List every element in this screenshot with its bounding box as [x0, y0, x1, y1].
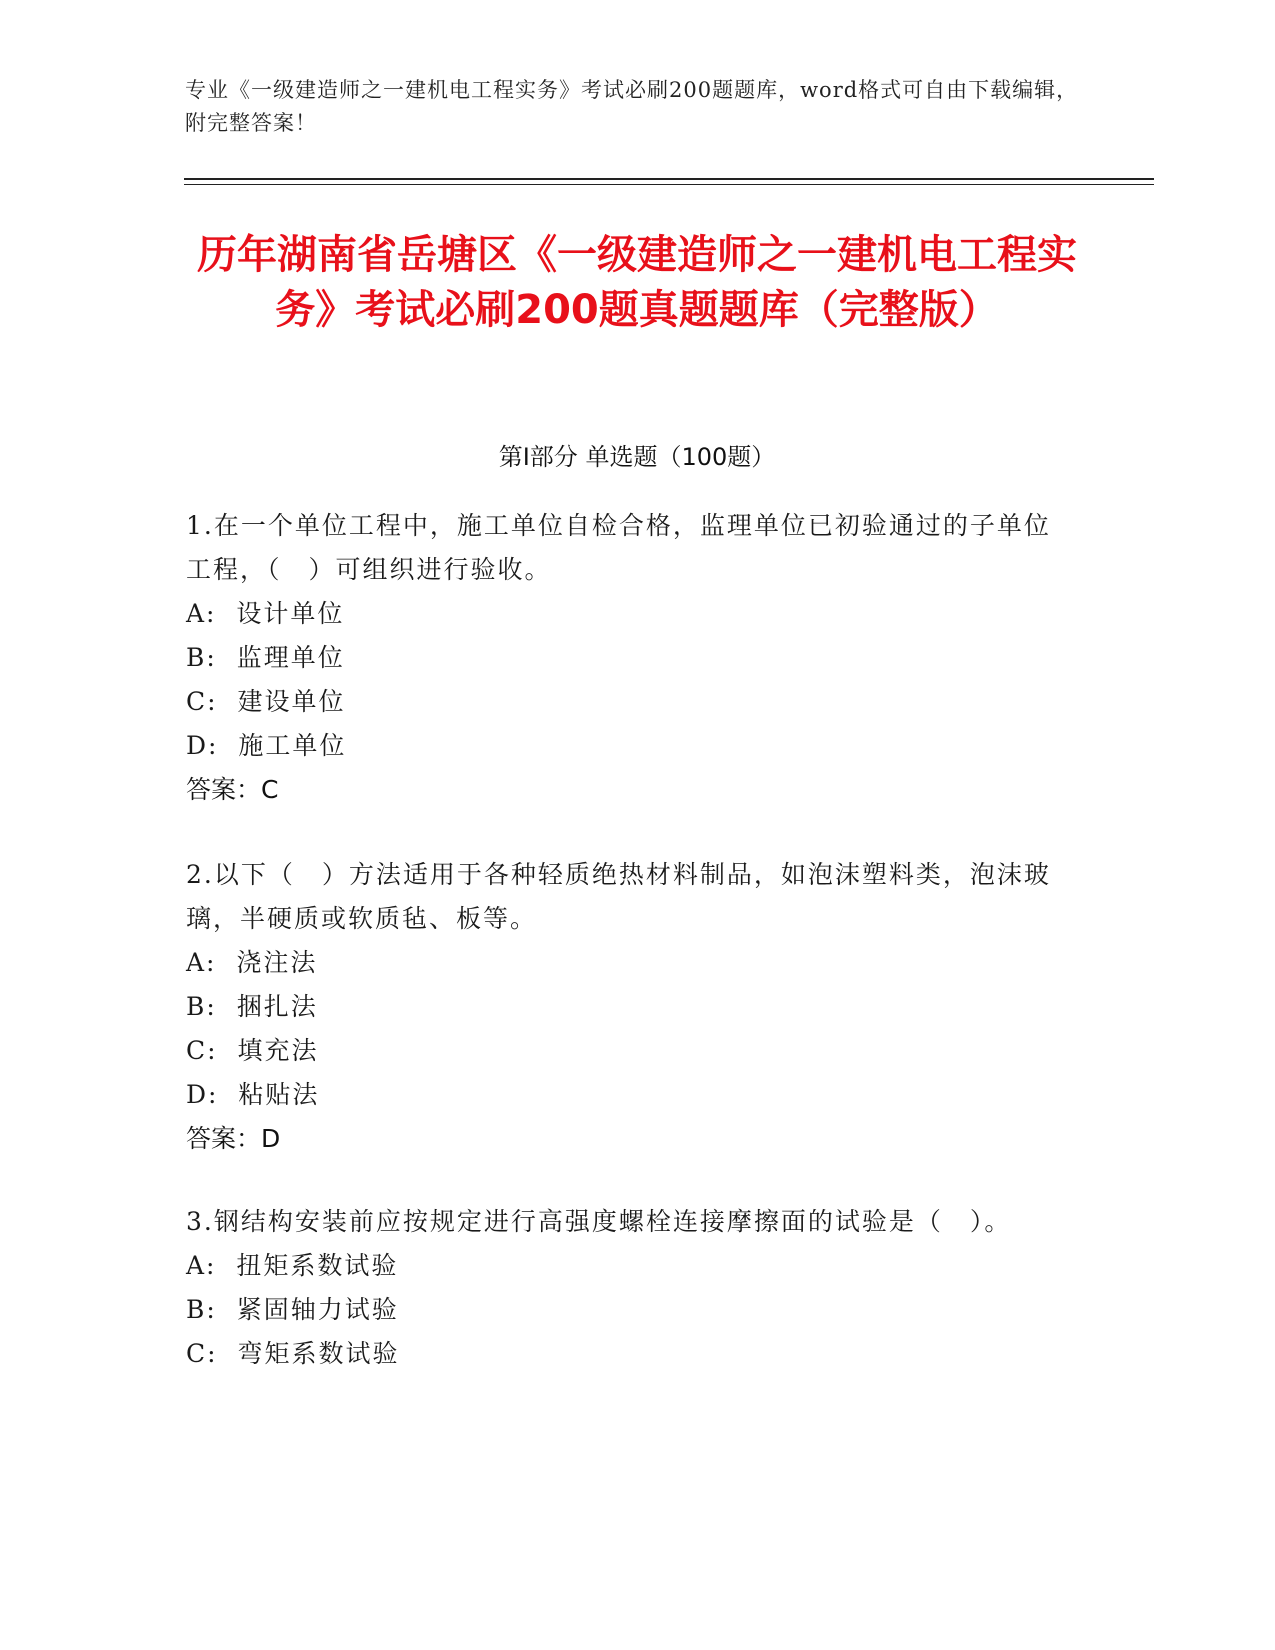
header-note: 专业《一级建造师之一建机电工程实务》考试必刷200题题库，word格式可自由下载编辑，附完整答案！	[185, 78, 1079, 135]
document-title: 历年湖南省岳塘区《一级建造师之一建机电工程实务》考试必刷200题真题题库（完整版）	[197, 232, 1077, 333]
question-2	[186, 853, 1066, 1161]
option-c: C: 建设单位	[186, 687, 346, 716]
option-d: D: 施工单位	[186, 731, 347, 760]
option-c: C: 填充法	[186, 1036, 319, 1065]
option-a: A: 浇注法	[186, 948, 318, 977]
section-title: 第Ⅰ部分 单选题（100题）	[498, 443, 776, 471]
question-text: 1.在一个单位工程中，施工单位自检合格，监理单位已初验通过的子单位工程，（ ）可组织进行验收。	[186, 511, 1051, 584]
question-text: 3.钢结构安装前应按规定进行高强度螺栓连接摩擦面的试验是（ ）。	[186, 1207, 1012, 1236]
option-a: A: 设计单位	[186, 599, 345, 628]
answer: 答案：C	[186, 775, 279, 804]
option-b: B: 捆扎法	[186, 992, 318, 1021]
answer: 答案：D	[186, 1124, 281, 1153]
option-d: D: 粘贴法	[186, 1080, 320, 1109]
option-b: B: 紧固轴力试验	[186, 1295, 399, 1324]
option-a: A: 扭矩系数试验	[186, 1251, 399, 1280]
question-3	[186, 1200, 1066, 1376]
header-rule-thick	[184, 178, 1154, 180]
option-b: B: 监理单位	[186, 643, 345, 672]
header-rule-thin	[184, 184, 1154, 185]
question-text: 2.以下（ ）方法适用于各种轻质绝热材料制品，如泡沫塑料类，泡沫玻璃，半硬质或软质毡、板等。	[186, 860, 1051, 933]
option-c: C: 弯矩系数试验	[186, 1339, 400, 1368]
question-1	[186, 504, 1066, 812]
